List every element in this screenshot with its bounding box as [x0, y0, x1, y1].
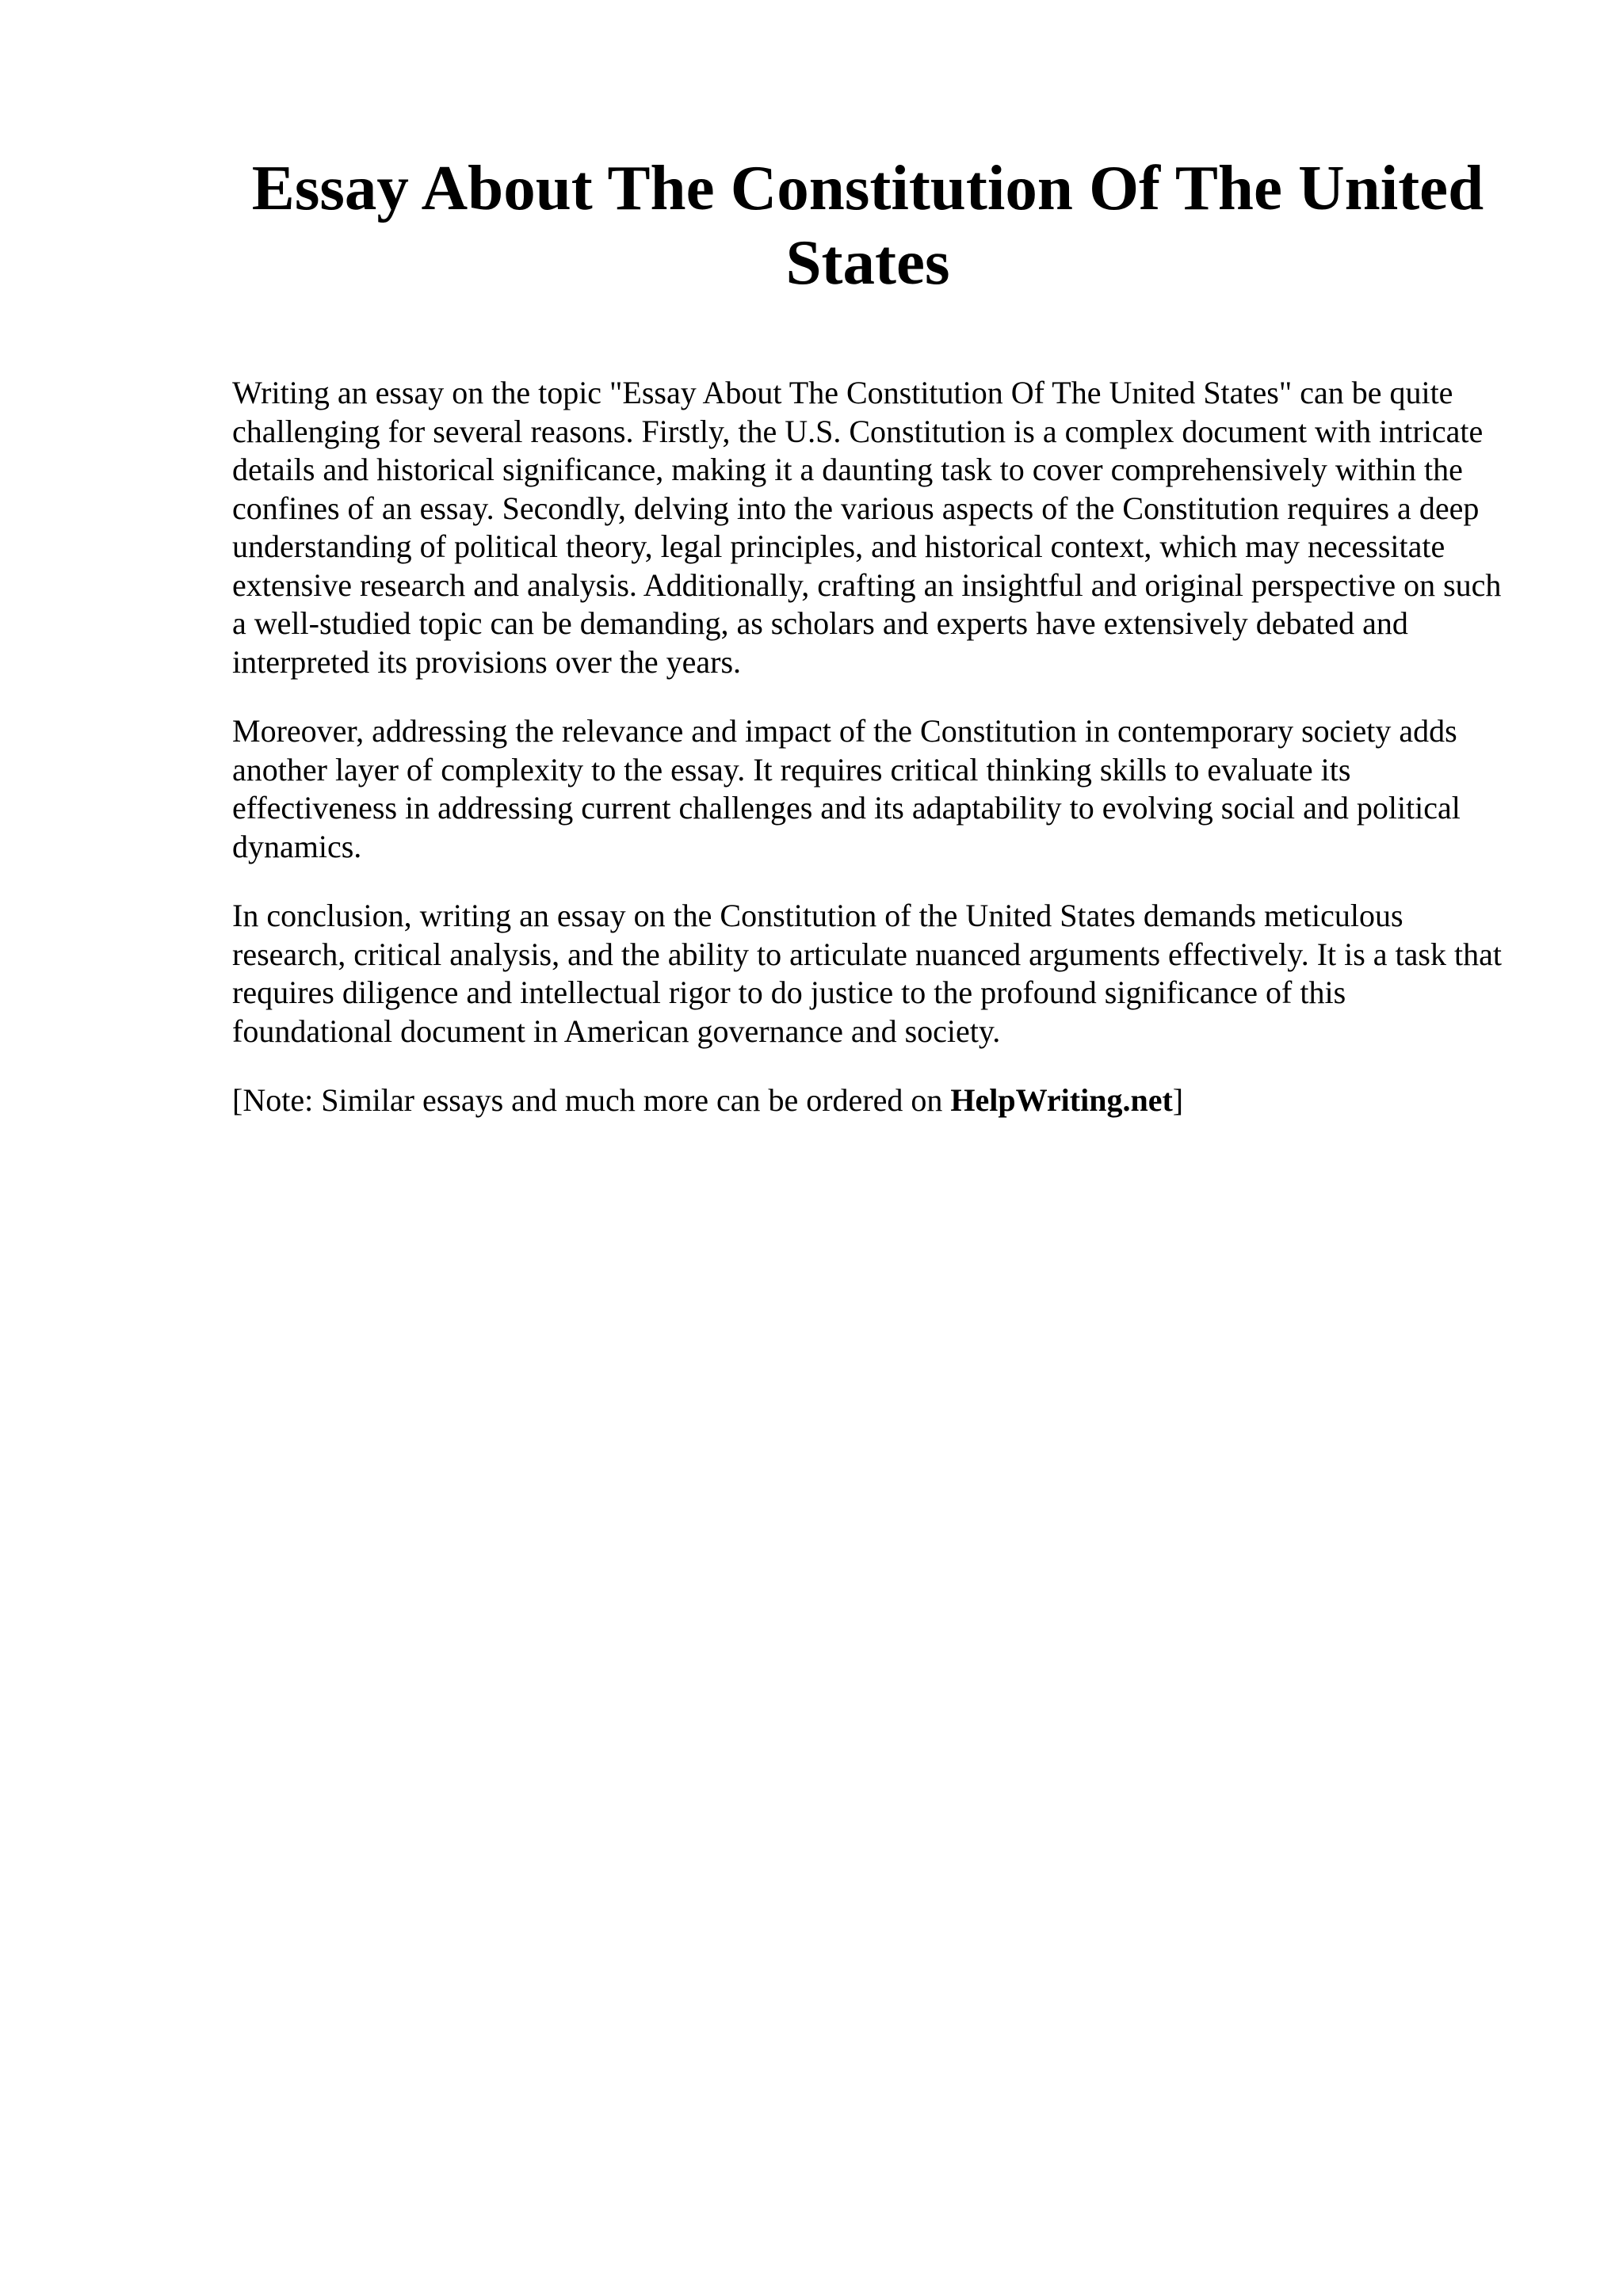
- note-suffix: ]: [1172, 1082, 1184, 1118]
- helpwriting-link[interactable]: HelpWriting.net: [950, 1082, 1173, 1118]
- paragraph-moreover: Moreover, addressing the relevance and impact of the Constitution in contemporary society adds another layer of complexity to the essay. It requires critical thinking skills to evaluate its effectiveness in addressing current challenges and its adaptability to evolving social and political dynamics.: [232, 713, 1461, 864]
- page-title: Essay About The Constitution Of The United States: [251, 152, 1484, 298]
- order-note: [232, 1081, 1508, 1120]
- essay-body: [232, 374, 1508, 1151]
- note-prefix: [Note: Similar essays and much more can be ordered on: [232, 1082, 951, 1118]
- paragraph-intro: Writing an essay on the topic "Essay About The Constitution Of The United States" can be quite challenging for several reasons. Firstly, the U.S. Constitution is a complex document with intricate details and historical significance, making it a daunting task to cover comprehensively within the confines of an essay. Secondly, delving into the various aspects of the Constitution requires a deep understanding of political theory, legal principles, and historical context, which may necessitate extensive research and analysis. Additionally, crafting an insightful and original perspective on such a well-studied topic can be demanding, as scholars and experts have extensively debated and interpreted its provisions over the years.: [232, 375, 1502, 680]
- paragraph-conclusion: In conclusion, writing an essay on the Constitution of the United States demands meticulous research, critical analysis, and the ability to articulate nuanced arguments effectively. It is a task that requires diligence and intellectual rigor to do justice to the profound significance of this foundational document in American governance and society.: [232, 898, 1502, 1049]
